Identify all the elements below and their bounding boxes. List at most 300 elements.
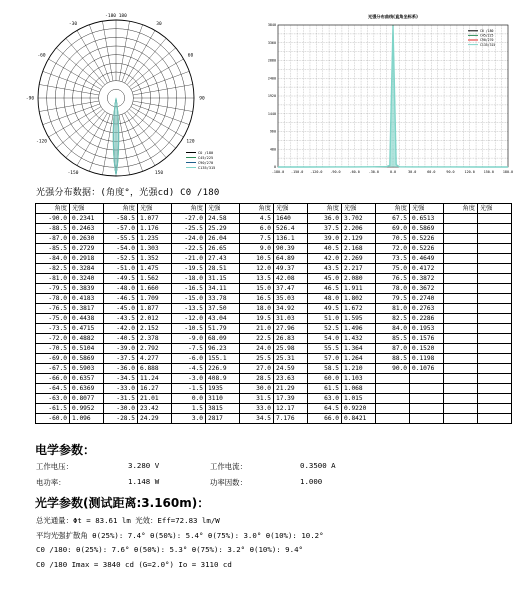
polar-intensity-lobe — [113, 98, 118, 175]
table-cell: 12.17 — [274, 404, 308, 414]
table-cell: -54.0 — [104, 244, 138, 254]
polar-angle-label: 120 — [186, 139, 195, 145]
table-cell: 37.5 — [308, 224, 342, 234]
table-cell: 1.077 — [138, 214, 172, 224]
table-cell: 49.5 — [308, 304, 342, 314]
table-cell: 27.43 — [206, 254, 240, 264]
table-cell: 1.496 — [342, 324, 376, 334]
table-cell — [376, 404, 410, 414]
table-cell: 27.96 — [274, 324, 308, 334]
table-cell: 16.27 — [138, 384, 172, 394]
table-row — [36, 294, 512, 304]
table-cell: 84.0 — [376, 324, 410, 334]
series-line — [278, 26, 508, 167]
table-cell: -48.0 — [104, 284, 138, 294]
table-cell: 2.129 — [342, 234, 376, 244]
table-cell: -37.5 — [104, 354, 138, 364]
table-cell: -85.5 — [36, 244, 70, 254]
table-header-cell: 角度 — [444, 204, 478, 214]
table-cell: 0.6513 — [410, 214, 444, 224]
table-cell: 23.42 — [138, 404, 172, 414]
table-cell: 136.1 — [274, 234, 308, 244]
table-cell: 78.0 — [376, 284, 410, 294]
table-cell: 0.4715 — [70, 324, 104, 334]
table-cell: 2.269 — [342, 254, 376, 264]
table-cell: 34.5 — [240, 414, 274, 424]
x-tick-label: 60.0 — [427, 170, 436, 174]
table-cell: -3.0 — [172, 374, 206, 384]
table-cell: 1.364 — [342, 344, 376, 354]
x-tick-label: 150.0 — [483, 170, 494, 174]
table-cell: 0.4649 — [410, 254, 444, 264]
table-cell: 39.0 — [308, 234, 342, 244]
table-cell: 21.0 — [240, 324, 274, 334]
polar-grid-spoke — [102, 21, 113, 81]
table-cell: 2.168 — [342, 244, 376, 254]
table-row — [36, 334, 512, 344]
table-cell: 18.0 — [240, 304, 274, 314]
table-cell: -49.5 — [104, 274, 138, 284]
y-tick-label: 0 — [273, 165, 276, 170]
table-cell: -24.0 — [172, 234, 206, 244]
polar-angle-label: 30 — [156, 22, 162, 28]
table-row — [36, 414, 512, 424]
table-cell: 31.03 — [274, 314, 308, 324]
table-cell: 1.096 — [70, 414, 104, 424]
table-cell: -64.5 — [36, 384, 70, 394]
table-cell: 6.888 — [138, 364, 172, 374]
table-cell: 226.9 — [206, 364, 240, 374]
table-cell: 64.89 — [274, 254, 308, 264]
optical-line-avg-angle: 平均光强扩散角 θ(25%): 7.4° θ(50%): 5.4° θ(75%): 3.0° θ(10%): 10.2° — [36, 531, 324, 540]
polar-grid-spoke — [43, 71, 100, 92]
x-tick-label: -90.0 — [330, 170, 341, 174]
table-cell: 6.0 — [240, 224, 274, 234]
voltage-value: 3.280 V — [128, 461, 160, 470]
table-cell: 0.1576 — [410, 334, 444, 344]
table-cell: 61.5 — [308, 384, 342, 394]
table-cell: 2.217 — [342, 264, 376, 274]
table-cell: 43.5 — [308, 264, 342, 274]
table-cell: 24.29 — [138, 414, 172, 424]
table-cell: -63.0 — [36, 394, 70, 404]
table-row — [36, 364, 512, 374]
y-tick-label: 960 — [269, 129, 276, 134]
table-header-cell: 光强 — [138, 204, 172, 214]
table-cell — [410, 394, 444, 404]
table-row — [36, 344, 512, 354]
table-header-cell: 角度 — [376, 204, 410, 214]
table-cell: -57.0 — [104, 224, 138, 234]
table-cell: -90.0 — [36, 214, 70, 224]
table-cell: 1.432 — [342, 334, 376, 344]
table-cell: 33.0 — [240, 404, 274, 414]
table-cell: -43.5 — [104, 314, 138, 324]
table-cell: 79.5 — [376, 294, 410, 304]
table-row — [36, 314, 512, 324]
table-cell: 0.4438 — [70, 314, 104, 324]
power-label: 电功率： — [36, 478, 66, 487]
table-cell: -34.5 — [104, 374, 138, 384]
table-cell — [376, 384, 410, 394]
polar-legend-label: C135/315 — [198, 166, 216, 170]
table-cell: 3.702 — [342, 214, 376, 224]
table-cell: 0.4882 — [70, 334, 104, 344]
table-cell: 23.63 — [274, 374, 308, 384]
table-cell: 28.51 — [206, 264, 240, 274]
table-cell: 90.39 — [274, 244, 308, 254]
table-cell: 0.1520 — [410, 344, 444, 354]
table-cell: 34.11 — [206, 284, 240, 294]
table-cell: 0.4183 — [70, 294, 104, 304]
table-cell: -88.5 — [36, 224, 70, 234]
table-cell: -9.0 — [172, 334, 206, 344]
table-row — [36, 354, 512, 364]
table-cell — [410, 374, 444, 384]
table-cell: -70.5 — [36, 344, 70, 354]
table-cell: 48.0 — [308, 294, 342, 304]
y-tick-label: 2400 — [267, 76, 276, 81]
table-cell: -10.5 — [172, 324, 206, 334]
table-cell: 1.103 — [342, 374, 376, 384]
optical-section-title: 光学参数(测试距离:3.160m)： — [35, 496, 210, 510]
x-tick-label: -150.0 — [291, 170, 304, 174]
table-cell: 0.6369 — [70, 384, 104, 394]
table-cell: 0.5226 — [410, 244, 444, 254]
table-header-cell: 光强 — [206, 204, 240, 214]
table-cell: -84.0 — [36, 254, 70, 264]
table-header-cell: 角度 — [172, 204, 206, 214]
table-cell: 67.5 — [376, 214, 410, 224]
table-header-row — [36, 204, 512, 214]
table-cell: 1.660 — [138, 284, 172, 294]
table-cell: 85.5 — [376, 334, 410, 344]
table-cell: 0.5869 — [410, 224, 444, 234]
table-cell: 31.15 — [206, 274, 240, 284]
table-header-cell: 光强 — [342, 204, 376, 214]
table-cell: 26.04 — [206, 234, 240, 244]
table-cell: 526.4 — [274, 224, 308, 234]
distribution-data-caption: 光强分布数据：(角度°，光强cd) C0 /180 — [36, 188, 220, 198]
polar-legend-label: CO /180 — [198, 151, 214, 155]
power-factor-label: 功率因数： — [210, 478, 247, 487]
table-cell: 1.595 — [342, 314, 376, 324]
current-label: 工作电流： — [210, 462, 247, 471]
table-cell: -76.5 — [36, 304, 70, 314]
table-cell: 408.9 — [206, 374, 240, 384]
table-cell: 0.8077 — [70, 394, 104, 404]
table-cell: 0.2729 — [70, 244, 104, 254]
table-cell: -15.0 — [172, 294, 206, 304]
table-row — [36, 234, 512, 244]
polar-angle-label: 60 — [187, 53, 194, 59]
polar-grid-spoke — [89, 114, 110, 171]
table-header-cell: 角度 — [240, 204, 274, 214]
table-cell — [410, 414, 444, 424]
table-cell: -46.5 — [104, 294, 138, 304]
table-cell: -28.5 — [104, 414, 138, 424]
table-cell: 51.0 — [308, 314, 342, 324]
polar-grid-spoke — [43, 104, 100, 125]
table-cell: -52.5 — [104, 254, 138, 264]
polar-angle-label: -180 180 — [105, 14, 127, 19]
table-cell: 25.98 — [274, 344, 308, 354]
table-cell: 46.5 — [308, 284, 342, 294]
table-cell — [376, 374, 410, 384]
x-tick-label: 180.0 — [502, 170, 514, 174]
table-cell: 2.152 — [138, 324, 172, 334]
voltage-label: 工作电压： — [36, 462, 73, 471]
table-cell: 31.5 — [240, 394, 274, 404]
table-row — [36, 254, 512, 264]
table-cell: 0.3284 — [70, 264, 104, 274]
table-cell: -12.0 — [172, 314, 206, 324]
legend-label: C0 /180 — [480, 29, 494, 33]
polar-grid-spoke — [39, 84, 99, 95]
table-cell — [410, 404, 444, 414]
table-cell: 0.2918 — [70, 254, 104, 264]
table-cell — [410, 384, 444, 394]
table-cell: 2.080 — [342, 274, 376, 284]
table-cell: 37.50 — [206, 304, 240, 314]
table-cell: 0.4172 — [410, 264, 444, 274]
power-value: 1.148 W — [128, 477, 160, 486]
table-cell: 0.2630 — [70, 234, 104, 244]
table-cell: 7.5 — [240, 234, 274, 244]
table-cell: 3815 — [206, 404, 240, 414]
table-cell: -67.5 — [36, 364, 70, 374]
table-cell: 9.0 — [240, 244, 274, 254]
table-cell: 0.2763 — [410, 304, 444, 314]
polar-grid-spoke — [119, 21, 130, 81]
polar-angle-label: -120 — [36, 139, 47, 145]
table-header-cell: 光强 — [274, 204, 308, 214]
polar-grid-spoke — [133, 101, 193, 112]
table-cell: 51.79 — [206, 324, 240, 334]
table-cell: 76.5 — [376, 274, 410, 284]
table-row — [36, 274, 512, 284]
table-cell: 0.1198 — [410, 354, 444, 364]
x-tick-label: 90.0 — [446, 170, 455, 174]
table-row — [36, 384, 512, 394]
table-cell: 1.877 — [138, 304, 172, 314]
polar-intensity-chart — [18, 8, 250, 183]
legend-label: C90/270 — [480, 38, 494, 43]
polar-grid-spoke — [132, 104, 189, 125]
table-cell: 0.1953 — [410, 324, 444, 334]
table-cell: 1.562 — [138, 274, 172, 284]
table-row — [36, 224, 512, 234]
table-cell: 57.0 — [308, 354, 342, 364]
table-cell: 24.0 — [240, 344, 274, 354]
polar-grid-spoke — [119, 115, 130, 175]
table-cell: 17.39 — [274, 394, 308, 404]
table-cell: 0.5869 — [70, 354, 104, 364]
y-tick-label: 1920 — [267, 94, 276, 99]
polar-angle-label: 90 — [199, 96, 205, 102]
table-cell: -18.0 — [172, 274, 206, 284]
table-row — [36, 244, 512, 254]
table-cell: 2.378 — [138, 334, 172, 344]
table-cell: 2.792 — [138, 344, 172, 354]
table-cell: 30.0 — [240, 384, 274, 394]
table-cell: 36.0 — [308, 214, 342, 224]
table-cell: 96.23 — [206, 344, 240, 354]
table-cell: -79.5 — [36, 284, 70, 294]
table-header-cell: 角度 — [104, 204, 138, 214]
table-cell: 3.0 — [172, 414, 206, 424]
table-cell: 34.92 — [274, 304, 308, 314]
table-cell: 155.1 — [206, 354, 240, 364]
table-cell: 81.0 — [376, 304, 410, 314]
table-cell: 90.0 — [376, 364, 410, 374]
table-cell: 69.0 — [376, 224, 410, 234]
table-cell: 0.3240 — [70, 274, 104, 284]
table-cell: 42.08 — [274, 274, 308, 284]
chart-title: 光强分布曲线(直角坐标系) — [368, 14, 418, 19]
table-cell: -45.0 — [104, 304, 138, 314]
y-tick-label: 3360 — [267, 40, 276, 45]
table-cell: -19.5 — [172, 264, 206, 274]
table-cell: -13.5 — [172, 304, 206, 314]
table-cell: 1.802 — [342, 294, 376, 304]
y-tick-label: 1440 — [267, 111, 276, 116]
polar-legend-label: C90/270 — [198, 161, 214, 165]
table-cell: 73.5 — [376, 254, 410, 264]
table-cell — [376, 394, 410, 404]
power-factor-value: 1.000 — [300, 477, 323, 486]
table-cell: 87.0 — [376, 344, 410, 354]
table-cell: 63.0 — [308, 394, 342, 404]
table-cell: 2.206 — [342, 224, 376, 234]
table-cell: 40.5 — [308, 244, 342, 254]
polar-legend-label: C45/225 — [198, 156, 214, 160]
table-cell: 19.5 — [240, 314, 274, 324]
table-cell: 10.5 — [240, 254, 274, 264]
table-cell: 68.09 — [206, 334, 240, 344]
table-cell: 82.5 — [376, 314, 410, 324]
table-cell: -39.0 — [104, 344, 138, 354]
table-header-cell: 光强 — [478, 204, 512, 214]
table-cell: 0.1076 — [410, 364, 444, 374]
table-row — [36, 374, 512, 384]
table-cell: -60.0 — [36, 414, 70, 424]
optical-line-c0-angle: C0 /180: θ(25%): 7.6° θ(50%): 5.3° θ(75%): 3.2° θ(10%): 9.4° — [36, 545, 303, 554]
table-cell: 27.0 — [240, 364, 274, 374]
table-cell: 4.277 — [138, 354, 172, 364]
table-cell — [376, 414, 410, 424]
table-cell: 55.5 — [308, 344, 342, 354]
x-tick-label: -30.0 — [368, 170, 379, 174]
table-cell: -36.0 — [104, 364, 138, 374]
table-cell: 12.0 — [240, 264, 274, 274]
table-cell: 7.176 — [274, 414, 308, 424]
table-header-cell: 光强 — [410, 204, 444, 214]
table-cell: 1.672 — [342, 304, 376, 314]
y-tick-label: 2880 — [267, 58, 276, 63]
table-cell: -22.5 — [172, 244, 206, 254]
table-cell: 45.0 — [308, 274, 342, 284]
x-tick-label: -180.0 — [271, 170, 285, 174]
table-cell: 0.3872 — [410, 274, 444, 284]
table-cell: 58.5 — [308, 364, 342, 374]
table-cell: 1.015 — [342, 394, 376, 404]
table-cell: 0.5903 — [70, 364, 104, 374]
table-cell: 1.709 — [138, 294, 172, 304]
table-cell: -4.5 — [172, 364, 206, 374]
table-cell: 52.5 — [308, 324, 342, 334]
table-cell: -69.0 — [36, 354, 70, 364]
table-cell: 88.5 — [376, 354, 410, 364]
y-tick-label: 480 — [269, 147, 276, 152]
table-cell: 64.5 — [308, 404, 342, 414]
polar-grid-spoke — [122, 25, 143, 82]
table-cell: 2817 — [206, 414, 240, 424]
table-cell: 4.5 — [240, 214, 274, 224]
table-cell: -42.0 — [104, 324, 138, 334]
table-cell: 16.5 — [240, 294, 274, 304]
table-cell: 25.31 — [274, 354, 308, 364]
table-cell: 0.3672 — [410, 284, 444, 294]
table-cell: 0.2463 — [70, 224, 104, 234]
table-cell: 0.6357 — [70, 374, 104, 384]
table-cell: 26.83 — [274, 334, 308, 344]
table-cell: 43.04 — [206, 314, 240, 324]
table-cell: 25.5 — [240, 354, 274, 364]
table-cell: 21.01 — [138, 394, 172, 404]
table-cell: 0.9952 — [70, 404, 104, 414]
x-tick-label: 120.0 — [464, 170, 475, 174]
table-row — [36, 284, 512, 294]
electrical-section-title: 电学参数： — [35, 443, 96, 457]
table-cell: 24.59 — [274, 364, 308, 374]
table-header-cell: 光强 — [70, 204, 104, 214]
cartesian-intensity-chart — [262, 8, 518, 183]
table-cell: 2.012 — [138, 314, 172, 324]
polar-angle-label: -90 — [25, 96, 35, 102]
table-cell: -6.0 — [172, 354, 206, 364]
optical-line-flux: 总光通量：Φt = 83.61 lm 光效：Eff=72.83 lm/W — [36, 516, 220, 525]
table-cell: 1.475 — [138, 264, 172, 274]
table-cell: -7.5 — [172, 344, 206, 354]
table-cell: 1.235 — [138, 234, 172, 244]
table-row — [36, 394, 512, 404]
table-cell: 33.78 — [206, 294, 240, 304]
table-cell: -81.0 — [36, 274, 70, 284]
table-cell: -55.5 — [104, 234, 138, 244]
table-cell: 1.303 — [138, 244, 172, 254]
x-tick-label: -120.0 — [310, 170, 323, 174]
table-cell: 1935 — [206, 384, 240, 394]
table-cell: -66.0 — [36, 374, 70, 384]
table-cell: 54.0 — [308, 334, 342, 344]
table-cell: 0.5226 — [410, 234, 444, 244]
table-row — [36, 324, 512, 334]
table-cell: 0.2740 — [410, 294, 444, 304]
table-cell: 22.5 — [240, 334, 274, 344]
table-cell: 72.0 — [376, 244, 410, 254]
table-cell: 1.911 — [342, 284, 376, 294]
table-cell: -30.0 — [104, 404, 138, 414]
table-cell: -87.0 — [36, 234, 70, 244]
polar-angle-label: -30 — [68, 22, 78, 28]
table-cell: 0.5104 — [70, 344, 104, 354]
table-row — [36, 404, 512, 414]
table-cell: 13.5 — [240, 274, 274, 284]
polar-angle-label: -150 — [67, 170, 79, 176]
table-cell: 37.47 — [274, 284, 308, 294]
table-body — [36, 214, 512, 424]
